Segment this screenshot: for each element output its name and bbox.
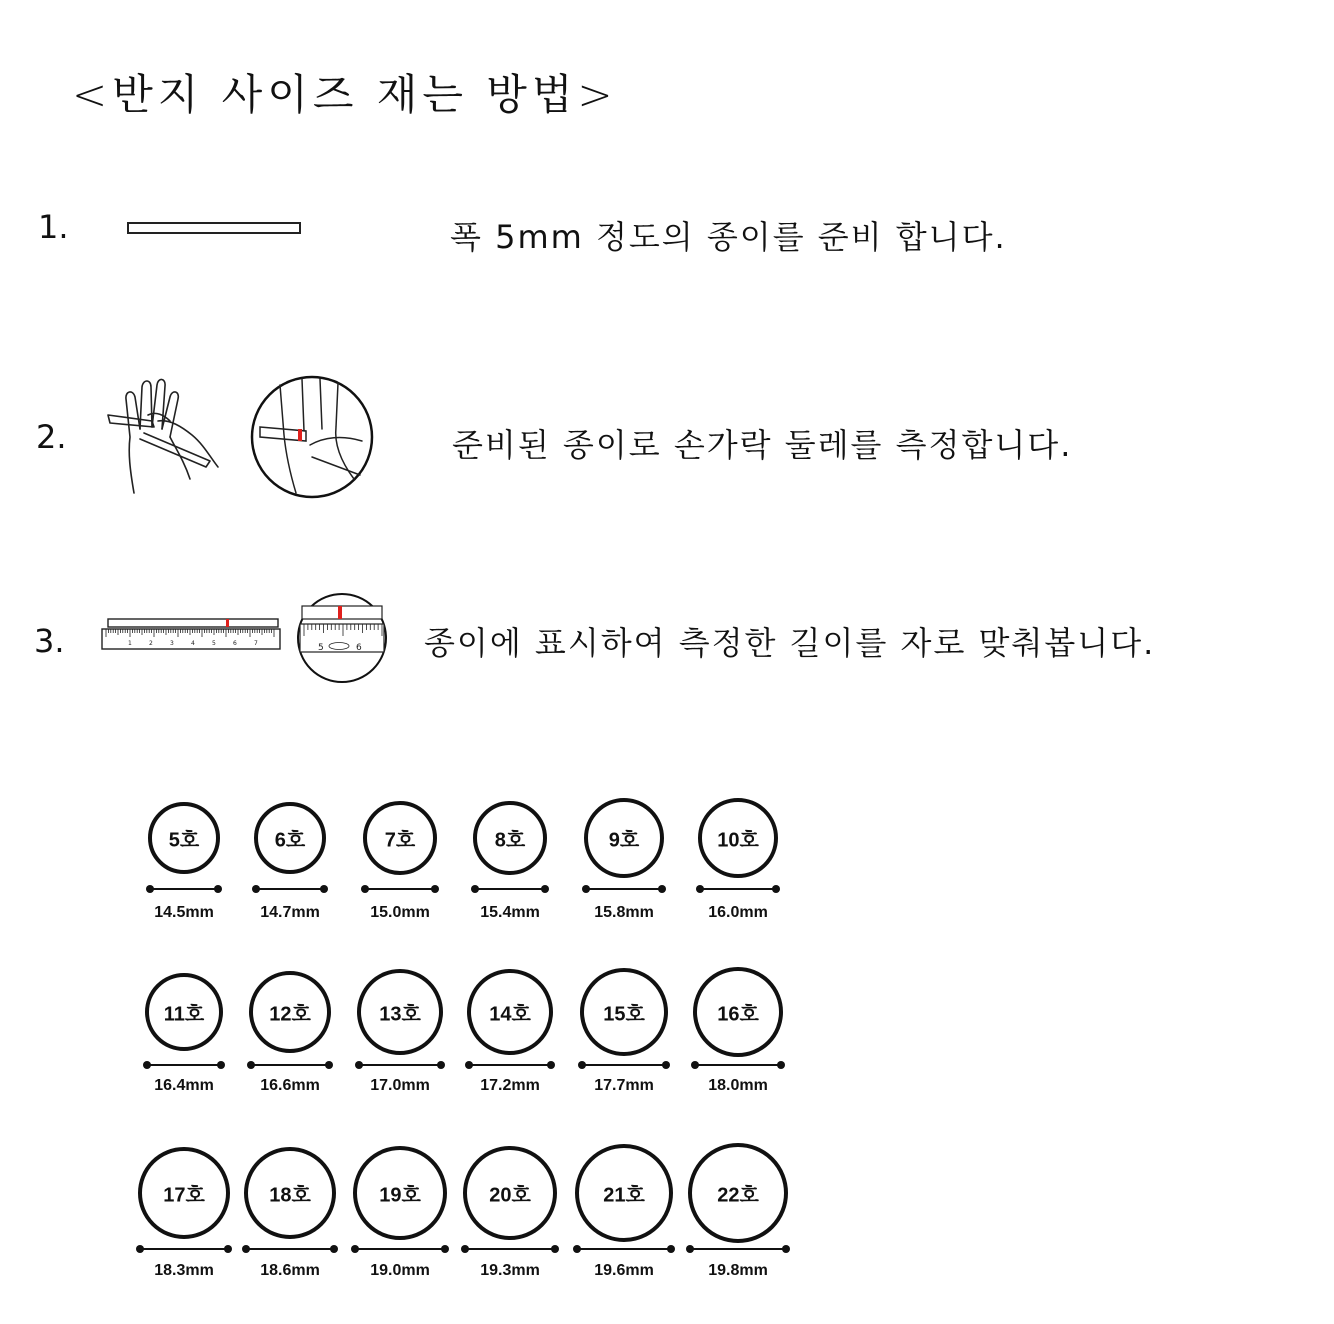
ring-diameter-mm: 18.6mm bbox=[260, 1262, 320, 1279]
diameter-endpoint bbox=[465, 1061, 473, 1069]
zoom-tick-label: 5 bbox=[318, 643, 324, 653]
diameter-line bbox=[695, 1064, 781, 1066]
diameter-line bbox=[140, 1248, 228, 1250]
diameter-line bbox=[355, 1248, 445, 1250]
ring-size-circle bbox=[467, 969, 553, 1055]
ring-size-label: 14호 bbox=[489, 1003, 531, 1026]
ring-size-label: 8호 bbox=[494, 829, 526, 852]
diameter-endpoint bbox=[777, 1061, 785, 1069]
ring-diameter-mm: 17.2mm bbox=[480, 1077, 540, 1094]
diameter-endpoint bbox=[441, 1245, 449, 1253]
ring-size-circle bbox=[363, 801, 437, 875]
ring-diameter-mm: 16.4mm bbox=[154, 1077, 214, 1094]
diameter-line bbox=[577, 1248, 671, 1250]
ring-size-circle bbox=[244, 1147, 336, 1239]
diameter-line bbox=[246, 1248, 334, 1250]
ring-size-label: 10호 bbox=[717, 829, 759, 852]
step-3-text: 종이에 표시하여 측정한 길이를 자로 맞춰봅니다. bbox=[424, 624, 1156, 662]
ring-size-circle bbox=[575, 1144, 673, 1242]
ring-size-circle bbox=[249, 971, 331, 1053]
diameter-line bbox=[465, 1248, 555, 1250]
ring-size-label: 6호 bbox=[274, 829, 306, 852]
diameter-endpoint bbox=[541, 885, 549, 893]
ring-size-circle bbox=[584, 798, 664, 878]
diameter-endpoint bbox=[582, 885, 590, 893]
ring-size-label: 9호 bbox=[608, 829, 640, 852]
diameter-endpoint bbox=[217, 1061, 225, 1069]
diameter-line bbox=[582, 1064, 666, 1066]
ring-size-circle bbox=[145, 973, 223, 1051]
diameter-endpoint bbox=[772, 885, 780, 893]
diameter-endpoint bbox=[578, 1061, 586, 1069]
diameter-line bbox=[251, 1064, 329, 1066]
ring-size-circle bbox=[357, 969, 443, 1055]
ring-diameter-mm: 19.3mm bbox=[480, 1262, 540, 1279]
ring-diameter-mm: 19.8mm bbox=[708, 1262, 768, 1279]
diameter-line bbox=[256, 888, 324, 890]
diameter-endpoint bbox=[214, 885, 222, 893]
ring-size-label: 11호 bbox=[163, 1003, 205, 1026]
diameter-line bbox=[586, 888, 662, 890]
ring-size-label: 5호 bbox=[168, 829, 200, 852]
diameter-endpoint bbox=[461, 1245, 469, 1253]
ring-diameter-mm: 15.0mm bbox=[370, 904, 430, 921]
diameter-endpoint bbox=[696, 885, 704, 893]
ruler-tick-label: 3 bbox=[170, 640, 174, 647]
ruler-tick-label: 5 bbox=[212, 640, 216, 647]
step-2-text: 준비된 종이로 손가락 둘레를 측정합니다. bbox=[452, 426, 1073, 464]
ring-size-label: 18호 bbox=[269, 1184, 311, 1207]
diameter-line bbox=[365, 888, 435, 890]
diameter-endpoint bbox=[662, 1061, 670, 1069]
ring-size-circle bbox=[138, 1147, 230, 1239]
diameter-line bbox=[469, 1064, 551, 1066]
ring-size-label: 21호 bbox=[603, 1184, 645, 1207]
diameter-endpoint bbox=[146, 885, 154, 893]
ring-diameter-mm: 19.0mm bbox=[370, 1262, 430, 1279]
diameter-endpoint bbox=[431, 885, 439, 893]
ring-diameter-mm: 18.3mm bbox=[154, 1262, 214, 1279]
diameter-endpoint bbox=[686, 1245, 694, 1253]
ruler-tick-label: 1 bbox=[128, 640, 132, 647]
diameter-line bbox=[475, 888, 545, 890]
ring-size-circle bbox=[693, 967, 783, 1057]
ring-diameter-mm: 14.5mm bbox=[154, 904, 214, 921]
diameter-line bbox=[150, 888, 218, 890]
step-1-text: 폭 5mm 정도의 종이를 준비 합니다. bbox=[450, 218, 1007, 256]
ring-size-circle bbox=[254, 802, 326, 874]
ring-size-label: 17호 bbox=[163, 1184, 205, 1207]
ring-size-circle bbox=[353, 1146, 447, 1240]
diameter-endpoint bbox=[136, 1245, 144, 1253]
ring-size-label: 15호 bbox=[603, 1003, 645, 1026]
diameter-endpoint bbox=[325, 1061, 333, 1069]
ring-size-circle bbox=[698, 798, 778, 878]
ring-size-label: 19호 bbox=[379, 1184, 421, 1207]
ring-diameter-mm: 16.0mm bbox=[708, 904, 768, 921]
zoom-tick-label: 6 bbox=[356, 643, 362, 653]
diameter-endpoint bbox=[143, 1061, 151, 1069]
step-3-number: 3. bbox=[34, 622, 65, 660]
ring-diameter-mm: 14.7mm bbox=[260, 904, 320, 921]
ring-size-label: 16호 bbox=[717, 1003, 759, 1026]
diameter-endpoint bbox=[224, 1245, 232, 1253]
diameter-endpoint bbox=[667, 1245, 675, 1253]
diameter-endpoint bbox=[361, 885, 369, 893]
ring-diameter-mm: 15.4mm bbox=[480, 904, 540, 921]
diameter-endpoint bbox=[658, 885, 666, 893]
ring-size-circle bbox=[580, 968, 668, 1056]
ring-diameter-mm: 17.0mm bbox=[370, 1077, 430, 1094]
ring-diameter-mm: 15.8mm bbox=[594, 904, 654, 921]
diameter-endpoint bbox=[547, 1061, 555, 1069]
diameter-endpoint bbox=[351, 1245, 359, 1253]
diameter-endpoint bbox=[247, 1061, 255, 1069]
diameter-endpoint bbox=[437, 1061, 445, 1069]
ring-size-label: 22호 bbox=[717, 1184, 759, 1207]
ruler-tick-label: 6 bbox=[233, 640, 237, 647]
ring-size-label: 20호 bbox=[489, 1184, 531, 1207]
page-title: <반지 사이즈 재는 방법> bbox=[72, 70, 618, 119]
diameter-endpoint bbox=[573, 1245, 581, 1253]
ring-size-label: 12호 bbox=[269, 1003, 311, 1026]
diameter-endpoint bbox=[551, 1245, 559, 1253]
ring-diameter-mm: 16.6mm bbox=[260, 1077, 320, 1094]
diameter-line bbox=[359, 1064, 441, 1066]
diameter-line bbox=[147, 1064, 221, 1066]
ring-diameter-mm: 18.0mm bbox=[708, 1077, 768, 1094]
diameter-endpoint bbox=[320, 885, 328, 893]
ring-size-circle bbox=[148, 802, 220, 874]
diameter-endpoint bbox=[782, 1245, 790, 1253]
diameter-endpoint bbox=[330, 1245, 338, 1253]
diameter-endpoint bbox=[242, 1245, 250, 1253]
diameter-endpoint bbox=[252, 885, 260, 893]
diameter-endpoint bbox=[471, 885, 479, 893]
diameter-endpoint bbox=[355, 1061, 363, 1069]
ruler-tick-label: 2 bbox=[149, 640, 153, 647]
ring-size-circle bbox=[688, 1143, 788, 1243]
ring-size-circle bbox=[463, 1146, 557, 1240]
ring-size-label: 7호 bbox=[384, 829, 416, 852]
step-1-number: 1. bbox=[38, 208, 69, 246]
diameter-line bbox=[690, 1248, 786, 1250]
ring-diameter-mm: 19.6mm bbox=[594, 1262, 654, 1279]
ruler-tick-label: 7 bbox=[254, 640, 258, 647]
ring-diameter-mm: 17.7mm bbox=[594, 1077, 654, 1094]
diameter-line bbox=[700, 888, 776, 890]
ring-size-label: 13호 bbox=[379, 1003, 421, 1026]
diameter-endpoint bbox=[691, 1061, 699, 1069]
ruler-tick-label: 4 bbox=[191, 640, 195, 647]
step-2-number: 2. bbox=[36, 418, 67, 456]
ring-size-circle bbox=[473, 801, 547, 875]
